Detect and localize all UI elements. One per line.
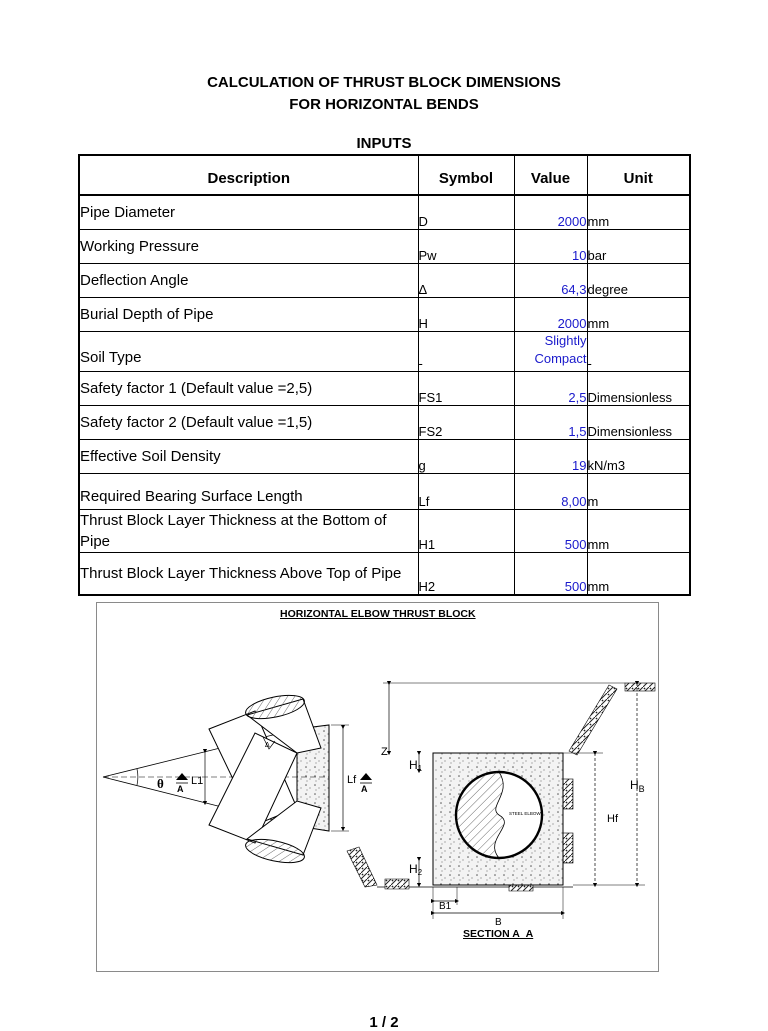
row-unit: degree	[587, 264, 690, 298]
row-value: 10	[514, 230, 587, 264]
row-value: 2000	[514, 195, 587, 230]
theta-arc	[137, 769, 138, 785]
section-mark-left: A	[177, 784, 184, 794]
delta-label: Δ	[265, 742, 270, 749]
figure-title: HORIZONTAL ELBOW THRUST BLOCK	[280, 608, 476, 620]
row-description: Pipe Diameter	[79, 195, 418, 230]
inputs-heading: INPUTS	[356, 135, 412, 152]
row-unit: mm	[587, 553, 690, 596]
hb-label	[630, 778, 645, 794]
row-symbol: H	[418, 298, 514, 332]
table-row	[79, 553, 690, 596]
row-description: Safety factor 2 (Default value =1,5)	[79, 406, 418, 440]
row-description: Soil Type	[79, 332, 418, 372]
table-row	[79, 332, 690, 372]
row-symbol: FS1	[418, 372, 514, 406]
hf-label: Hf	[607, 813, 618, 825]
header-symbol: Symbol	[418, 155, 514, 195]
table-row	[79, 372, 690, 406]
thrust-block-svg	[97, 603, 660, 973]
row-symbol: H1	[418, 510, 514, 553]
z-label: Z	[381, 746, 388, 758]
h2-letter: H	[409, 862, 418, 876]
row-unit: Dimensionless	[587, 406, 690, 440]
steel-elbow-label: STEEL ELBOW	[509, 811, 541, 816]
h1-label	[409, 758, 423, 773]
header-value: Value	[514, 155, 587, 195]
row-description: Thrust Block Layer Thickness Above Top of Pipe	[79, 553, 418, 596]
soil-left-slope	[347, 847, 377, 887]
table-header-row	[79, 155, 690, 195]
table-row	[79, 195, 690, 230]
row-symbol: Δ	[418, 264, 514, 298]
row-unit: mm	[587, 510, 690, 553]
row-symbol: D	[418, 195, 514, 230]
soil-type-value-line-2: Compact	[534, 351, 587, 366]
hb-subscript: B	[638, 784, 645, 794]
header-unit: Unit	[587, 155, 690, 195]
section-view	[347, 683, 655, 919]
table-row	[79, 230, 690, 264]
theta-label: θ	[157, 776, 164, 791]
section-arrow-right	[360, 773, 372, 780]
h2-subscript: 2	[417, 868, 423, 877]
row-description: Thrust Block Layer Thickness at the Bottom of Pipe	[79, 510, 418, 553]
h1-letter: H	[409, 758, 418, 772]
row-unit: Dimensionless	[587, 372, 690, 406]
row-symbol: -	[418, 332, 514, 372]
row-description: Required Bearing Surface Length	[79, 474, 418, 510]
b1-label: B1	[439, 901, 452, 912]
table-row	[79, 298, 690, 332]
lf-label: Lf	[347, 774, 357, 786]
thrust-block-drawing	[96, 602, 659, 972]
soil-left-base	[385, 879, 409, 889]
soil-top-right	[625, 683, 655, 691]
row-description: Effective Soil Density	[79, 440, 418, 474]
row-unit: kN/m3	[587, 440, 690, 474]
header-description: Description	[79, 155, 418, 195]
row-symbol: FS2	[418, 406, 514, 440]
row-value: 500	[514, 553, 587, 596]
row-description: Safety factor 1 (Default value =2,5)	[79, 372, 418, 406]
row-value: 2,5	[514, 372, 587, 406]
soil-type-value-line-1: Slightly	[544, 333, 587, 348]
section-arrow-left	[176, 773, 188, 780]
hb-letter: H	[630, 778, 639, 792]
table-row	[79, 510, 690, 553]
plan-view	[103, 691, 372, 867]
row-symbol: Lf	[418, 474, 514, 510]
row-unit: bar	[587, 230, 690, 264]
page-number: 1 / 2	[369, 1014, 399, 1031]
table-row	[79, 440, 690, 474]
row-description: Working Pressure	[79, 230, 418, 264]
row-value: 19	[514, 440, 587, 474]
inputs-table	[78, 154, 691, 596]
row-symbol: g	[418, 440, 514, 474]
soil-right-slope	[569, 685, 617, 755]
row-value: 64,3	[514, 264, 587, 298]
row-value: 500	[514, 510, 587, 553]
row-description: Deflection Angle	[79, 264, 418, 298]
row-unit: mm	[587, 298, 690, 332]
table-row	[79, 474, 690, 510]
row-symbol: Pw	[418, 230, 514, 264]
b-label: B	[495, 917, 502, 928]
row-symbol: H2	[418, 553, 514, 596]
soil-side-upper	[563, 779, 573, 809]
h1-subscript: 1	[417, 764, 423, 773]
row-unit: mm	[587, 195, 690, 230]
table-row	[79, 406, 690, 440]
l1-label: L1	[191, 775, 204, 787]
section-a-a-label: SECTION A_A	[463, 928, 534, 940]
document-title-line-2: FOR HORIZONTAL BENDS	[289, 96, 479, 113]
section-mark-right: A	[361, 784, 368, 794]
row-value: 2000	[514, 298, 587, 332]
row-unit: m	[587, 474, 690, 510]
row-description: Burial Depth of Pipe	[79, 298, 418, 332]
row-unit: -	[587, 332, 690, 372]
document-title-line-1: CALCULATION OF THRUST BLOCK DIMENSIONS	[207, 74, 561, 91]
soil-side-lower	[563, 833, 573, 863]
row-value: 8,00	[514, 474, 587, 510]
h2-label	[409, 862, 423, 877]
table-row	[79, 264, 690, 298]
row-value	[514, 332, 587, 372]
row-value: 1,5	[514, 406, 587, 440]
